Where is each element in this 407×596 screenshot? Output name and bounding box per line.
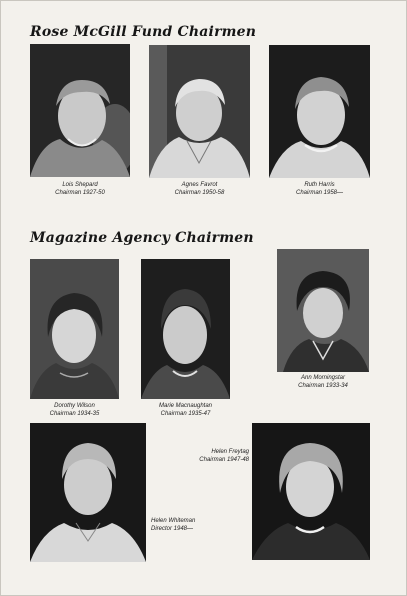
person-role: Chairman 1934-35 [49, 410, 100, 417]
person-role: Chairman 1950-58 [174, 189, 225, 196]
person-name: Agnes Favrot [181, 182, 218, 188]
caption-ruth-harris [269, 182, 370, 197]
section-heading-rose-mcgill: Rose McGill Fund Chairmen [30, 24, 257, 40]
person-role: Chairman 1927-50 [55, 189, 105, 196]
person-role: Chairman 1958— [295, 189, 344, 196]
person-role: Director 1948— [151, 525, 194, 532]
person-role: Chairman 1947-48 [199, 456, 249, 463]
portrait-lois-shepard [30, 44, 130, 177]
portrait-agnes-favrot [149, 45, 250, 178]
portrait-marie-macnaughtan [141, 259, 230, 399]
caption-agnes-favrot [149, 182, 250, 197]
person-name: Lois Shepard [62, 182, 98, 188]
person-role: Chairman 1933-34 [298, 382, 348, 389]
caption-dorothy-wilson [30, 403, 119, 418]
portrait-ann-morningstar [277, 249, 369, 372]
person-name: Dorothy Wilson [54, 403, 95, 409]
portrait-helen-whiteman [30, 423, 146, 562]
person-name: Ann Morningstar [300, 375, 346, 381]
caption-helen-freytag [187, 449, 249, 464]
caption-marie-macnaughtan [141, 403, 230, 418]
person-role: Chairman 1935-47 [160, 410, 211, 417]
portrait-ruth-harris [269, 45, 370, 178]
person-name: Helen Whiteman [151, 518, 196, 524]
section-heading-magazine-agency: Magazine Agency Chairmen [30, 230, 254, 246]
caption-helen-whiteman [151, 518, 211, 533]
person-name: Marie Macnaughtan [158, 403, 213, 409]
caption-ann-morningstar [277, 375, 369, 390]
person-name: Helen Freytag [211, 449, 249, 455]
portrait-helen-freytag [252, 423, 370, 560]
portrait-dorothy-wilson [30, 259, 119, 399]
person-name: Ruth Harris [304, 182, 335, 188]
caption-lois-shepard [30, 182, 130, 197]
